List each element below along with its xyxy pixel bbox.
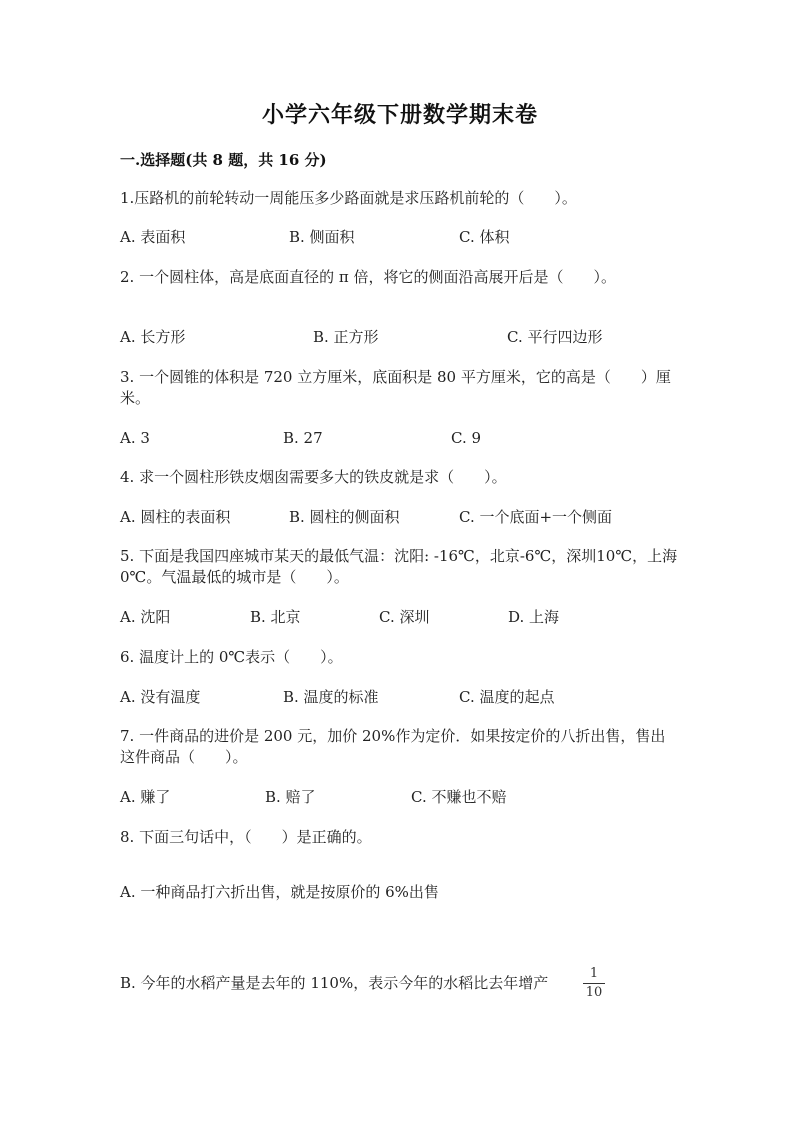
- fraction-bar: [583, 983, 605, 984]
- question-3: 3. 一个圆锥的体积是 720 立方厘米，底面积是 80 平方厘米，它的高是（ ）厘米。: [120, 368, 671, 407]
- question-8: 8. 下面三句话中，（ ）是正确的。: [120, 828, 372, 846]
- question-1: 1.压路机的前轮转动一周能压多少路面就是求压路机前轮的（ ）。: [120, 189, 577, 207]
- section-heading: 一.选择题(共 8 题，共 16 分): [120, 151, 327, 169]
- q2-option-c[interactable]: C. 平行四边形: [507, 328, 603, 346]
- question-7: 7. 一件商品的进价是 200 元，加价 20%作为定价．如果按定价的八折出售，售出这件商品（ ）。: [120, 727, 666, 766]
- q8-option-b[interactable]: B. 今年的水稻产量是去年的 110%，表示今年的水稻比去年增产: [120, 974, 549, 992]
- q2-option-a[interactable]: A. 长方形: [120, 328, 186, 346]
- q3-option-b[interactable]: B. 27: [283, 429, 323, 447]
- q2-option-b[interactable]: B. 正方形: [313, 328, 379, 346]
- q7-option-b[interactable]: B. 赔了: [265, 788, 316, 806]
- fraction-one-tenth: [583, 967, 605, 1000]
- q6-option-c[interactable]: C. 温度的起点: [459, 688, 555, 706]
- q8-option-a[interactable]: A. 一种商品打六折出售，就是按原价的 6%出售: [120, 883, 439, 901]
- q6-option-a[interactable]: A. 没有温度: [120, 688, 201, 706]
- q3-option-c[interactable]: C. 9: [451, 429, 482, 447]
- q4-option-c[interactable]: C. 一个底面+一个侧面: [459, 508, 613, 526]
- q1-option-b[interactable]: B. 侧面积: [289, 228, 355, 246]
- q7-option-a[interactable]: A. 赚了: [120, 788, 171, 806]
- q7-option-c[interactable]: C. 不赚也不赔: [411, 788, 507, 806]
- q1-option-a[interactable]: A. 表面积: [120, 228, 186, 246]
- q4-option-a[interactable]: A. 圆柱的表面积: [120, 508, 231, 526]
- q6-option-b[interactable]: B. 温度的标准: [283, 688, 379, 706]
- q5-option-d[interactable]: D. 上海: [508, 608, 560, 626]
- fraction-numerator: 1: [589, 966, 599, 981]
- q3-option-a[interactable]: A. 3: [120, 429, 150, 447]
- q5-option-c[interactable]: C. 深圳: [379, 608, 430, 626]
- fraction-denominator: 10: [585, 985, 603, 1000]
- question-5: 5. 下面是我国四座城市某天的最低气温：沈阳: -16℃，北京-6℃，深圳10℃，上海 0℃。气温最低的城市是（ ）。: [120, 547, 678, 586]
- q5-option-b[interactable]: B. 北京: [250, 608, 301, 626]
- question-6: 6. 温度计上的 0℃表示（ ）。: [120, 648, 343, 666]
- page-title: 小学六年级下册数学期末卷: [261, 102, 538, 128]
- q1-option-c[interactable]: C. 体积: [459, 228, 510, 246]
- q4-option-b[interactable]: B. 圆柱的侧面积: [289, 508, 400, 526]
- question-4: 4. 求一个圆柱形铁皮烟囱需要多大的铁皮就是求（ ）。: [120, 468, 507, 486]
- question-2: 2. 一个圆柱体，高是底面直径的 π 倍，将它的侧面沿高展开后是（ ）。: [120, 268, 616, 286]
- q5-option-a[interactable]: A. 沈阳: [120, 608, 171, 626]
